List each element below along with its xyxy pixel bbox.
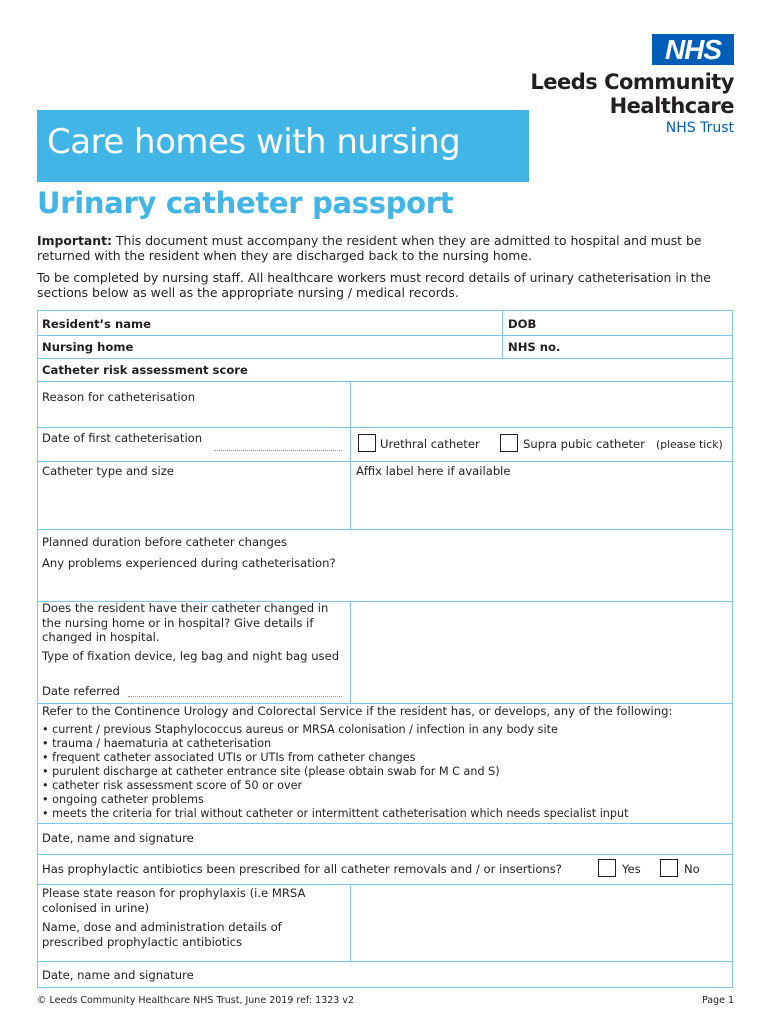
organisation-name	[530, 70, 734, 138]
important-text: This document must accompany the resident when they are admitted to hospital and must be returned with the resident when they are discharged back to the nursing home.	[37, 233, 702, 263]
please-tick-note: (please tick)	[656, 438, 723, 451]
refer-instructions: Refer to the Continence Urology and Colorectal Service if the resident has, or develops, any of the following:	[42, 704, 673, 718]
important-notice	[37, 233, 737, 263]
prophylactic-question: Has prophylactic antibiotics been prescribed for all catheter removals and / or insertions?	[42, 862, 562, 876]
org-name-line3: NHS Trust	[665, 120, 734, 136]
supra-pubic-label: Supra pubic catheter	[523, 437, 645, 451]
date-first-dotted-line[interactable]	[214, 449, 342, 451]
changed-question-line1: Does the resident have their catheter changed in	[42, 601, 329, 615]
no-checkbox[interactable]	[660, 859, 678, 877]
page-number: Page 1	[701, 995, 734, 1006]
banner-title: Care homes with nursing	[47, 122, 461, 162]
list-item: • ongoing catheter problems	[42, 793, 628, 807]
important-label: Important:	[37, 233, 112, 248]
problems-label: Any problems experienced during catheterisation?	[42, 556, 336, 570]
date-first-label: Date of first catheterisation	[42, 431, 203, 445]
list-item: • current / previous Staphylococcus aureus or MRSA colonisation / infection in any body site	[42, 723, 628, 737]
type-size-label: Catheter type and size	[42, 464, 174, 478]
dob-label: DOB	[508, 317, 537, 331]
org-name-line2: Healthcare	[609, 94, 734, 118]
dose-details-line2: prescribed prophylactic antibiotics	[42, 934, 243, 949]
prophylaxis-reason-line2: colonised in urine)	[42, 900, 150, 915]
list-item: • catheter risk assessment score of 50 or over	[42, 779, 628, 793]
date-name-signature-1: Date, name and signature	[42, 831, 194, 845]
list-item: • frequent catheter associated UTIs or UTIs from catheter changes	[42, 751, 628, 765]
changed-question-line2: the nursing home or in hospital? Give details if	[42, 615, 314, 630]
yes-label: Yes	[622, 862, 641, 876]
nursing-home-label: Nursing home	[42, 340, 134, 354]
date-name-signature-2: Date, name and signature	[42, 968, 194, 982]
org-name-line1: Leeds Community	[530, 70, 734, 94]
completion-instructions: To be completed by nursing staff. All healthcare workers must record details of urinary catheterisation in the sections below as well as the appropriate nursing / medical records.	[37, 270, 711, 300]
document-title: Urinary catheter passport	[37, 186, 454, 220]
affix-label-note: Affix label here if available	[356, 464, 511, 478]
reason-label: Reason for catheterisation	[42, 390, 196, 404]
changed-question-line3: changed in hospital.	[42, 630, 160, 644]
changed-question	[42, 601, 328, 645]
date-referred-dotted-line[interactable]	[128, 695, 342, 697]
referral-criteria-list	[42, 723, 628, 821]
date-referred-label: Date referred	[42, 684, 120, 698]
residents-name-label: Resident’s name	[42, 317, 151, 331]
dose-details-line1: Name, dose and administration details of	[42, 920, 282, 934]
nhs-logo: NHS	[652, 34, 734, 65]
footer-copyright: © Leeds Community Healthcare NHS Trust, June 2019 ref: 1323 v2	[37, 995, 355, 1006]
urethral-label: Urethral catheter	[380, 437, 480, 451]
catheter-passport-form	[37, 310, 733, 988]
risk-score-label: Catheter risk assessment score	[42, 363, 248, 377]
dose-details-label	[42, 920, 282, 949]
prophylaxis-reason-line1: Please state reason for prophylaxis (i.e MRSA	[42, 886, 306, 900]
list-item: • meets the criteria for trial without catheter or intermittent catheterisation which needs specialist input	[42, 807, 628, 821]
planned-duration-label: Planned duration before catheter changes	[42, 535, 288, 549]
yes-checkbox[interactable]	[598, 859, 616, 877]
section-banner	[37, 110, 529, 182]
list-item: • purulent discharge at catheter entrance site (please obtain swab for M C and S)	[42, 765, 628, 779]
no-label: No	[684, 862, 700, 876]
supra-pubic-checkbox[interactable]	[500, 434, 518, 452]
urethral-checkbox[interactable]	[358, 434, 376, 452]
fixation-label: Type of fixation device, leg bag and night bag used	[42, 649, 340, 663]
nhs-number-label: NHS no.	[508, 340, 561, 354]
list-item: • trauma / haematuria at catheterisation	[42, 737, 628, 751]
prophylaxis-reason-label	[42, 886, 305, 915]
